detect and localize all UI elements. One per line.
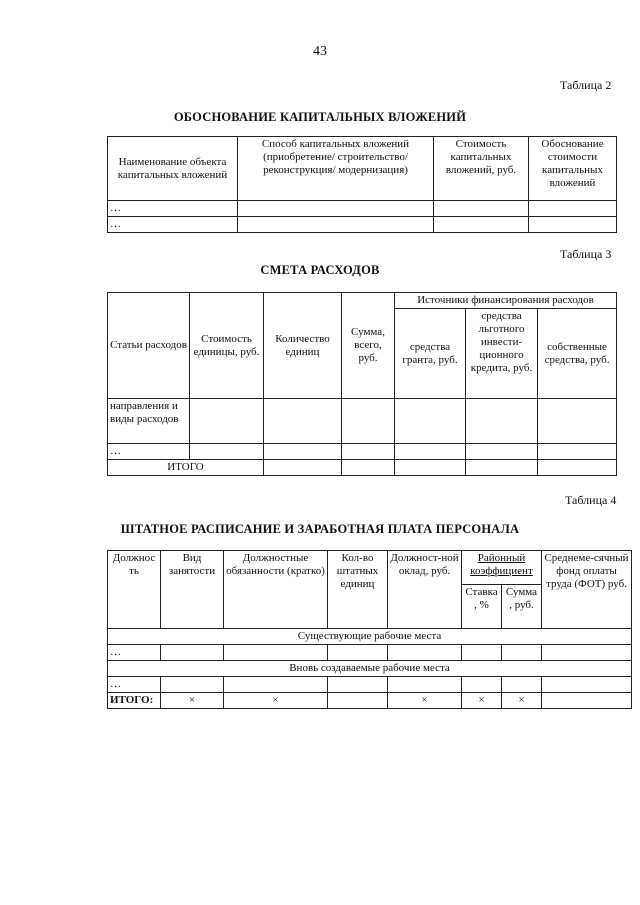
- table4-cross-mark: ×: [161, 693, 224, 709]
- table3-cell: [466, 399, 538, 444]
- table4-header-regional: [462, 551, 542, 585]
- table4-cell: [502, 645, 542, 661]
- table3-header-preferential: средства льготного инвести-ционного кредита, руб.: [466, 309, 538, 399]
- table4-header-regional-text: Районный коэффициент: [470, 552, 533, 577]
- table4-cross-mark: ×: [462, 693, 502, 709]
- table4-cell: [542, 693, 632, 709]
- table2-label: Таблица 2: [560, 78, 612, 92]
- table3-cell: [538, 460, 617, 476]
- table4-cell: [224, 645, 328, 661]
- table2-cell: [529, 217, 617, 233]
- table4-title: ШТАТНОЕ РАСПИСАНИЕ И ЗАРАБОТНАЯ ПЛАТА ПЕРСОНАЛА: [120, 522, 520, 536]
- table3-header-quantity: Количество единиц: [264, 293, 342, 399]
- table2-header-name: Наименование объекта капитальных вложений: [108, 137, 238, 201]
- table2-cell: [529, 201, 617, 217]
- table4-header-sum: Сумма , руб.: [502, 585, 542, 629]
- table4-header-rate: Ставка , %: [462, 585, 502, 629]
- table4-header-salary: Должност-ной оклад, руб.: [388, 551, 462, 629]
- table4-header-staff-count: Кол-во штатных единиц: [328, 551, 388, 629]
- table4-cell: [542, 677, 632, 693]
- table4-label: Таблица 4: [565, 493, 617, 507]
- table4-cell: [462, 677, 502, 693]
- table4-cell: [462, 645, 502, 661]
- table4-cell: [388, 645, 462, 661]
- table3-cell: [342, 460, 395, 476]
- table4-cross-mark: ×: [388, 693, 462, 709]
- table2-row-ellipsis: …: [108, 201, 238, 217]
- table4-cell: [502, 677, 542, 693]
- table3-cell: [395, 399, 466, 444]
- table3-cell: [264, 460, 342, 476]
- table4-cell: [224, 677, 328, 693]
- table4-total-label: ИТОГО:: [108, 693, 161, 709]
- table3-row-ellipsis: …: [108, 444, 190, 460]
- table3-cell: [538, 399, 617, 444]
- table3-header-grant: средства гранта, руб.: [395, 309, 466, 399]
- table4-cross-mark: ×: [224, 693, 328, 709]
- table2-title: ОБОСНОВАНИЕ КАПИТАЛЬНЫХ ВЛОЖЕНИЙ: [173, 110, 467, 124]
- table3-cell: [264, 444, 342, 460]
- table3-header-items: Статьи расходов: [108, 293, 190, 399]
- table3-cell: [466, 444, 538, 460]
- table2-header-justification: Обоснование стоимости капитальных вложений: [529, 137, 617, 201]
- table2-cell: [238, 217, 434, 233]
- table3-total-label: ИТОГО: [108, 460, 264, 476]
- table2: [107, 136, 617, 233]
- table3-cell: [264, 399, 342, 444]
- table4-new-section: Вновь создаваемые рабочие места: [108, 661, 632, 677]
- table4-cell: [388, 677, 462, 693]
- table4: [107, 550, 632, 709]
- table4-cell: [161, 645, 224, 661]
- table4-cross-mark: ×: [502, 693, 542, 709]
- table4-header-duties: Должностные обязанности (кратко): [224, 551, 328, 629]
- table4-row-ellipsis: …: [108, 677, 161, 693]
- table3: [107, 292, 617, 476]
- table3-row-directions: направления и виды расходов: [108, 399, 190, 444]
- table3-cell: [395, 460, 466, 476]
- table4-cell: [328, 677, 388, 693]
- table2-row-ellipsis: …: [108, 217, 238, 233]
- table4-header-employment: Вид занятости: [161, 551, 224, 629]
- table2-cell: [434, 217, 529, 233]
- table2-header-method: Способ капитальных вложений (приобретение/ строительство/реконструкция/ модернизация): [238, 137, 434, 201]
- table4-cell: [328, 645, 388, 661]
- table2-cell: [238, 201, 434, 217]
- table3-header-unit-cost: Стоимость единицы, руб.: [190, 293, 264, 399]
- table3-header-own: собственные средства, руб.: [538, 309, 617, 399]
- table3-cell: [538, 444, 617, 460]
- page-number: 43: [313, 44, 327, 59]
- table3-cell: [190, 399, 264, 444]
- table3-header-total: Сумма, всего, руб.: [342, 293, 395, 399]
- table2-cell: [434, 201, 529, 217]
- table3-cell: [395, 444, 466, 460]
- table3-header-sources: Источники финансирования расходов: [395, 293, 617, 309]
- table3-label: Таблица 3: [560, 247, 612, 261]
- table4-header-position: Должнос ть: [108, 551, 161, 629]
- table3-cell: [342, 444, 395, 460]
- table3-cell: [466, 460, 538, 476]
- table4-row-ellipsis: …: [108, 645, 161, 661]
- table4-header-fund: Среднеме-сячный фонд оплаты труда (ФОТ) руб.: [542, 551, 632, 629]
- table3-title: СМЕТА РАСХОДОВ: [260, 263, 380, 277]
- table3-cell: [342, 399, 395, 444]
- table4-cell: [542, 645, 632, 661]
- table4-existing-section: Существующие рабочие места: [108, 629, 632, 645]
- table2-header-cost: Стоимость капитальных вложений, руб.: [434, 137, 529, 201]
- table4-cell: [161, 677, 224, 693]
- table4-cell: [328, 693, 388, 709]
- table3-cell: [190, 444, 264, 460]
